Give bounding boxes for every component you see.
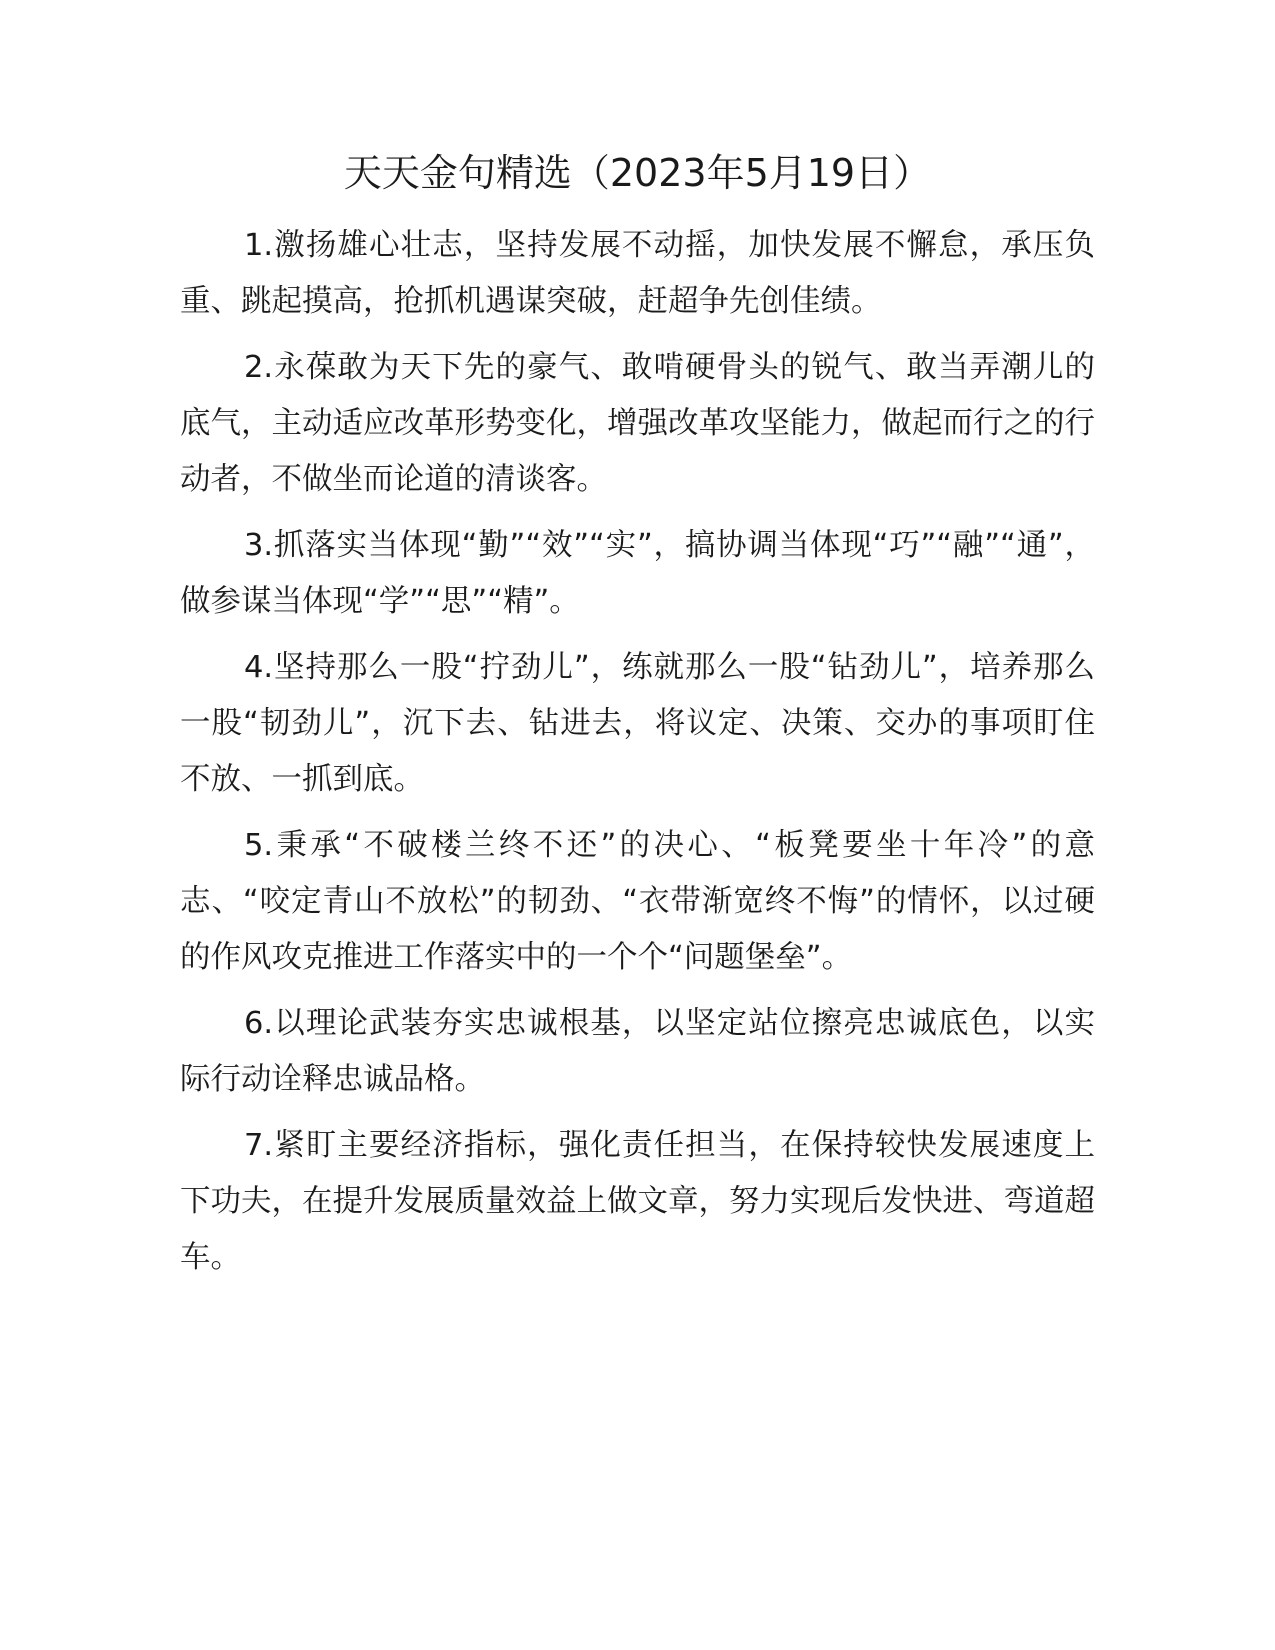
document-title: 天天金句精选（2023年5月19日） (343, 151, 932, 195)
quote-paragraph-2: 2.永葆敢为天下先的豪气、敢啃硬骨头的锐气、敢当弄潮儿的底气，主动适应改革形势变化，增强改革攻坚能力，做起而行之的行动者，不做坐而论道的清谈客。 (180, 350, 1095, 497)
document-body (180, 218, 1095, 1296)
quote-paragraph-1: 1.激扬雄心壮志，坚持发展不动摇，加快发展不懈怠，承压负重、跳起摸高，抢抓机遇谋突破，赶超争先创佳绩。 (180, 228, 1095, 319)
quote-paragraph-6: 6.以理论武装夯实忠诚根基，以坚定站位擦亮忠诚底色，以实际行动诠释忠诚品格。 (180, 1006, 1095, 1097)
quote-paragraph-5: 5.秉承“不破楼兰终不还”的决心、“板凳要坐十年冷”的意志、“咬定青山不放松”的韧劲、“衣带渐宽终不悔”的情怀，以过硬的作风攻克推进工作落实中的一个个“问题堡垒”。 (180, 828, 1095, 975)
quote-paragraph-3: 3.抓落实当体现“勤”“效”“实”，搞协调当体现“巧”“融”“通”，做参谋当体现“学”“思”“精”。 (180, 528, 1095, 619)
quote-paragraph-4: 4.坚持那么一股“拧劲儿”，练就那么一股“钻劲儿”，培养那么一股“韧劲儿”，沉下去、钻进去，将议定、决策、交办的事项盯住不放、一抓到底。 (180, 650, 1095, 797)
quote-paragraph-7: 7.紧盯主要经济指标，强化责任担当，在保持较快发展速度上下功夫，在提升发展质量效益上做文章，努力实现后发快进、弯道超车。 (180, 1128, 1095, 1275)
